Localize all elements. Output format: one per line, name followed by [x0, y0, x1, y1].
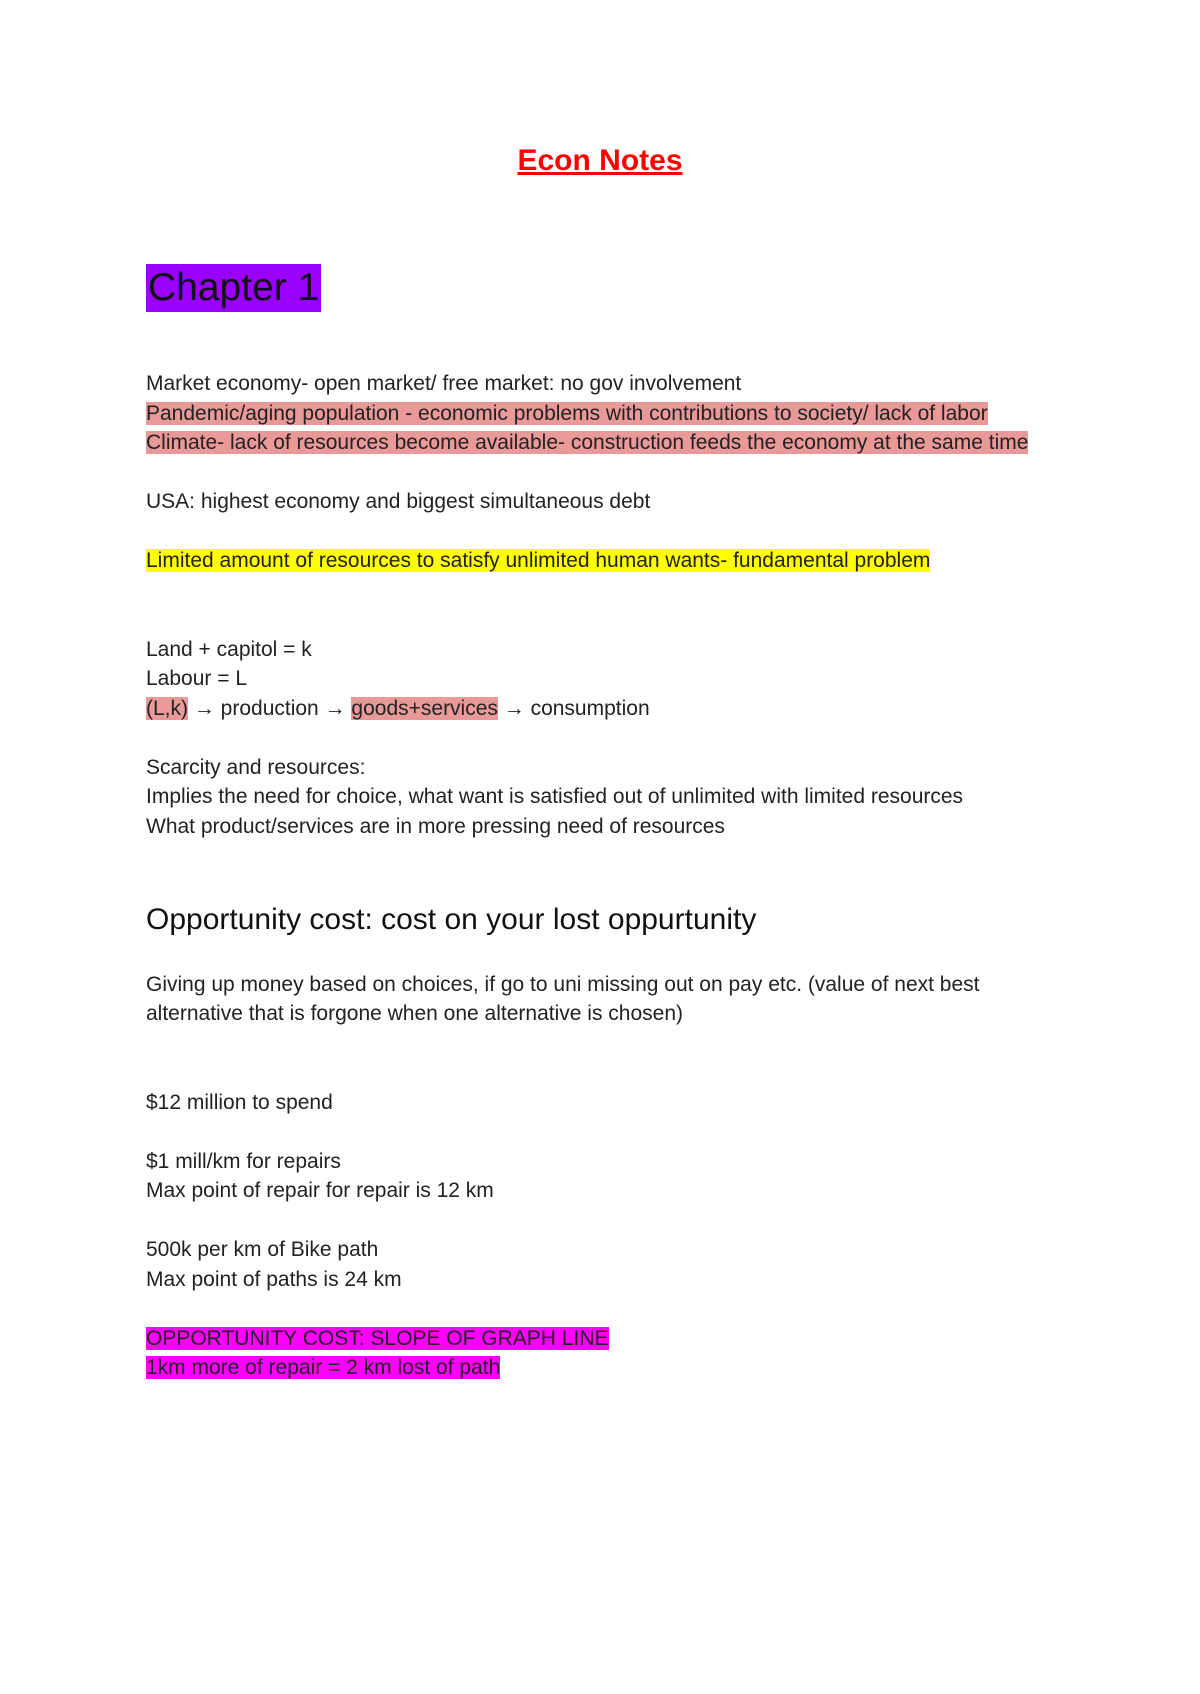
note-one-km	[146, 1353, 1056, 1383]
note-land: Land + capitol = k	[146, 637, 312, 661]
highlight-limited-resources: Limited amount of resources to satisfy unlimited human wants- fundamental problem	[146, 549, 931, 572]
highlight-one-km: 1km more of repair = 2 km lost of path	[146, 1356, 501, 1379]
note-limited-resources	[146, 546, 1056, 576]
note-pandemic	[146, 399, 1056, 429]
note-bike-path: 500k per km of Bike path	[146, 1238, 379, 1261]
note-implies: Implies the need for choice, what want is satisfied out of unlimited with limited resources	[146, 785, 964, 808]
chapter-heading: Chapter 1	[146, 264, 321, 312]
note-max-repair: Max point of repair for repair is 12 km	[146, 1179, 494, 1202]
note-production-flow	[146, 694, 1056, 724]
note-what-product: What product/services are in more pressing need of resources	[146, 814, 725, 838]
flow-consumption: → consumption	[497, 696, 650, 720]
note-max-paths: Max point of paths is 24 km	[146, 1267, 402, 1291]
note-scarcity: Scarcity and resources:	[146, 755, 366, 779]
opportunity-cost-heading: Opportunity cost: cost on your lost oppurtunity	[146, 903, 757, 936]
note-labour: Labour = L	[146, 667, 248, 690]
note-twelve-million: $12 million to spend	[146, 1090, 333, 1114]
note-opportunity-caps	[146, 1324, 1056, 1354]
notes-body	[146, 369, 1056, 1383]
note-one-mill: $1 mill/km for repairs	[146, 1149, 341, 1173]
flow-production: → production →	[188, 696, 352, 720]
note-market-economy: Market economy- open market/ free market: no gov involvement	[146, 372, 742, 395]
highlight-climate: Climate- lack of resources become available- construction feeds the economy at the same time	[146, 431, 1029, 454]
highlight-goods-services: goods+services	[351, 696, 498, 720]
highlight-pandemic: Pandemic/aging population - economic problems with contributions to society/ lack of labor	[146, 401, 988, 425]
document-title: Econ Notes	[517, 144, 683, 177]
highlight-lk: (L,k)	[146, 696, 188, 720]
note-usa: USA: highest economy and biggest simultaneous debt	[146, 490, 651, 513]
note-climate	[146, 428, 1056, 458]
note-giving-up: Giving up money based on choices, if go to uni missing out on pay etc. (value of next best alternative that is forgone when one alternative is chosen)	[146, 972, 980, 1025]
highlight-opportunity-caps: OPPORTUNITY COST: SLOPE OF GRAPH LINE	[146, 1326, 609, 1350]
